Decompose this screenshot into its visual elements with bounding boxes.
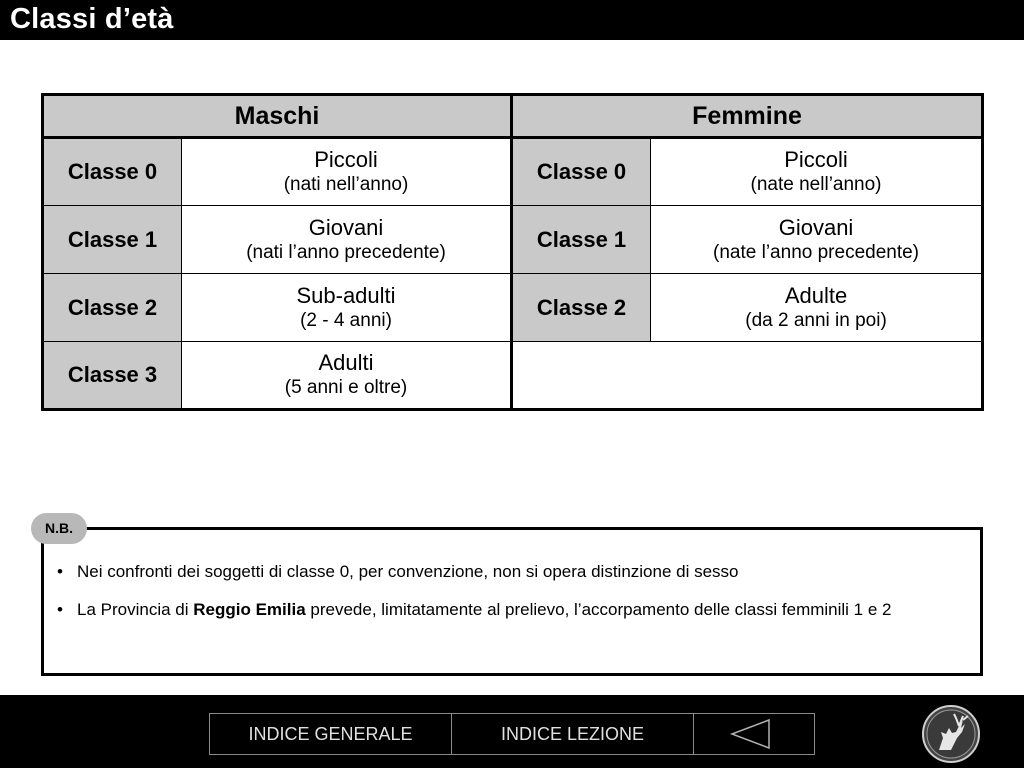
page-title: Classi d’età — [10, 3, 174, 35]
empty-cell — [512, 342, 983, 410]
female-class-description — [651, 138, 983, 206]
male-class-age: (nati nell’anno) — [283, 174, 409, 195]
note-item — [57, 558, 957, 586]
male-class-name: Piccoli — [314, 147, 378, 172]
male-class-name: Giovani — [308, 214, 384, 240]
deer-logo-icon — [921, 704, 981, 764]
female-class-name: Giovani — [778, 214, 854, 240]
female-class-description — [651, 274, 983, 342]
male-class-label: Classe 3 — [43, 342, 182, 410]
back-button[interactable] — [694, 714, 814, 754]
male-class-age: (5 anni e oltre) — [284, 377, 408, 398]
back-triangle-icon — [694, 714, 814, 754]
notes-list — [57, 558, 957, 634]
table-row — [43, 206, 983, 274]
header-maschi: Maschi — [43, 95, 512, 138]
female-class-description — [651, 206, 983, 274]
table-row — [43, 138, 983, 206]
male-class-label: Classe 0 — [43, 138, 182, 206]
footer-nav — [209, 713, 815, 755]
age-classes-table — [41, 93, 984, 411]
female-class-label: Classe 2 — [512, 274, 651, 342]
note-item — [57, 596, 957, 624]
female-class-age: (da 2 anni in poi) — [745, 309, 887, 331]
male-class-name: Adulti — [318, 350, 374, 375]
table-header-row — [43, 95, 983, 138]
notes-box — [41, 527, 983, 676]
bullet-icon: • — [57, 600, 63, 619]
note-text-bold: Reggio Emilia — [193, 600, 306, 619]
male-class-age: (nati l’anno precedente) — [246, 241, 446, 263]
male-class-description — [182, 206, 512, 274]
note-text: Nei confronti dei soggetti di classe 0, per convenzione, non si opera distinzione di sesso — [77, 562, 739, 581]
header-femmine: Femmine — [512, 95, 983, 138]
female-class-age: (nate nell’anno) — [750, 174, 882, 195]
bullet-icon: • — [57, 562, 63, 581]
title-bar — [0, 0, 1024, 40]
female-class-age: (nate l’anno precedente) — [713, 241, 920, 263]
male-class-description — [182, 342, 512, 410]
indice-lezione-button[interactable]: INDICE LEZIONE — [452, 714, 694, 754]
table-row — [43, 342, 983, 410]
male-class-age: (2 - 4 anni) — [300, 309, 392, 331]
female-class-name: Adulte — [784, 282, 848, 308]
table-row — [43, 274, 983, 342]
indice-generale-button[interactable]: INDICE GENERALE — [210, 714, 452, 754]
note-text-after: prevede, limitatamente al prelievo, l’accorpamento delle classi femminili 1 e 2 — [305, 600, 892, 619]
note-text-before: La Provincia di — [77, 600, 194, 619]
female-class-label: Classe 0 — [512, 138, 651, 206]
female-class-name: Piccoli — [784, 147, 848, 172]
male-class-description — [182, 274, 512, 342]
nb-badge: N.B. — [31, 513, 87, 544]
male-class-label: Classe 1 — [43, 206, 182, 274]
female-class-label: Classe 1 — [512, 206, 651, 274]
male-class-name: Sub-adulti — [296, 282, 396, 308]
male-class-description — [182, 138, 512, 206]
male-class-label: Classe 2 — [43, 274, 182, 342]
